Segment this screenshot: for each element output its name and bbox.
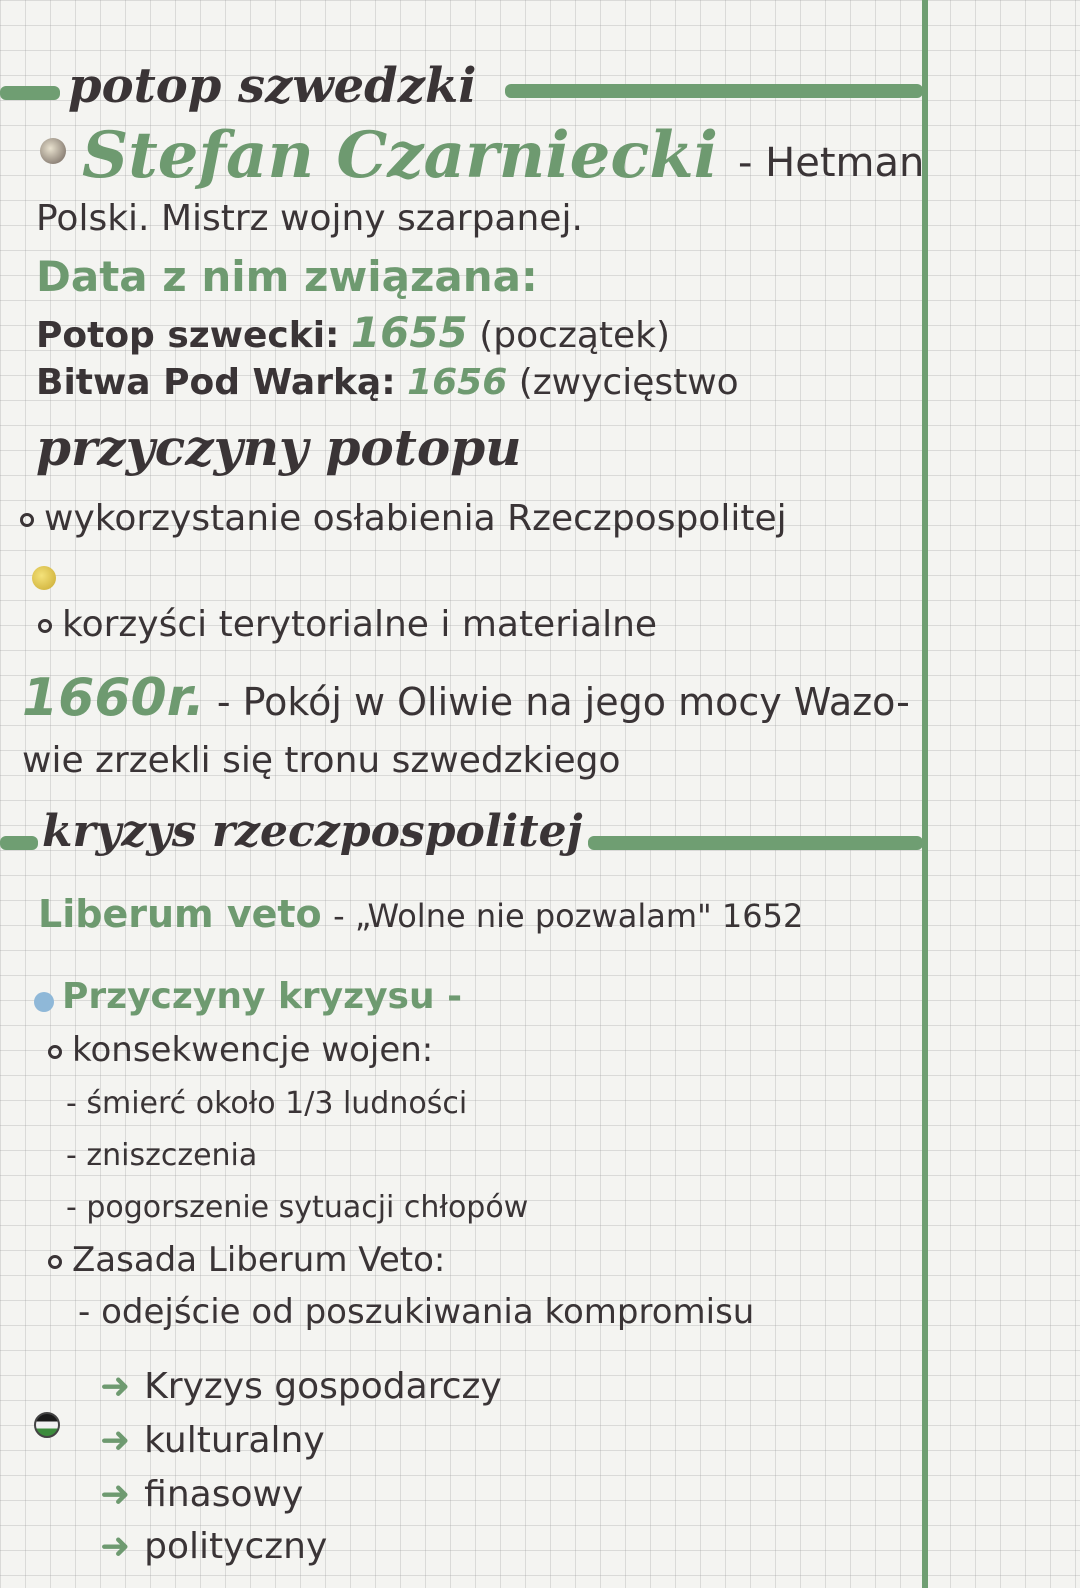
crisis-item xyxy=(100,1366,502,1407)
crisis-text: finasowy xyxy=(144,1474,304,1515)
highlight-bar xyxy=(0,836,38,850)
margin-line xyxy=(922,0,928,1588)
bullet-dot-icon xyxy=(48,1045,62,1059)
crisis-text: polityczny xyxy=(144,1526,328,1567)
bullet-sticker-icon xyxy=(40,138,66,164)
emoji-sticker-icon xyxy=(32,566,56,590)
conseq-item: - zniszczenia xyxy=(66,1138,258,1173)
date1-value: 1655 xyxy=(350,308,468,357)
liberum-desc: - „Wolne nie pozwalam" 1652 xyxy=(333,897,804,935)
conseq-item: - pogorszenie sytuacji chłopów xyxy=(66,1190,529,1225)
date1-note: (początek) xyxy=(479,315,671,356)
rule-heading-row xyxy=(48,1240,445,1280)
arrow-icon: ➜ xyxy=(100,1526,131,1567)
dates-heading: Data z nim związana: xyxy=(36,252,538,301)
crisis-item xyxy=(100,1474,303,1515)
flag-sticker-icon xyxy=(34,1412,60,1438)
cause-item-1 xyxy=(20,498,787,539)
date2-note: (zwycięstwo xyxy=(518,362,739,403)
date-row-1 xyxy=(36,308,670,357)
date2-value: 1656 xyxy=(407,362,508,403)
peace-line-2: wie zrzekli się tronu szwedzkiego xyxy=(22,740,621,781)
crisis-item xyxy=(100,1526,327,1567)
rule-heading: Zasada Liberum Veto: xyxy=(72,1240,446,1280)
bullet-dot-icon xyxy=(20,513,34,527)
person-description: Polski. Mistrz wojny szarpanej. xyxy=(36,198,583,239)
section-heading-kryzys: kryzys rzeczpospolitej xyxy=(42,806,583,857)
peace-year: 1660r. xyxy=(22,668,205,728)
date-row-2 xyxy=(36,362,739,403)
liberum-label: Liberum veto xyxy=(38,892,322,936)
rule-item: - odejście od poszukiwania kompromisu xyxy=(78,1292,755,1332)
causes-heading: przyczyny potopu xyxy=(36,418,522,477)
date2-label: Bitwa Pod Warką: xyxy=(36,362,396,403)
liberum-row xyxy=(38,892,803,936)
person-name: Stefan Czarniecki xyxy=(82,118,718,193)
arrow-icon: ➜ xyxy=(100,1366,131,1407)
cause-item-2 xyxy=(38,604,657,645)
section-heading-potop: potop szwedzki xyxy=(68,58,477,114)
person-title: - Hetman xyxy=(738,140,925,186)
peace-line-1: - Pokój w Oliwie na jego mocy Wazo- xyxy=(216,680,910,724)
highlight-bar xyxy=(505,84,923,98)
peace-row xyxy=(22,668,910,728)
bullet-dot-icon xyxy=(38,619,52,633)
crisis-text: kulturalny xyxy=(144,1420,325,1461)
date1-label: Potop szwecki: xyxy=(36,315,340,356)
cause-text-1: wykorzystanie osłabienia Rzeczpospolitej xyxy=(44,498,787,539)
highlight-bar xyxy=(0,86,60,100)
crisis-text: Kryzys gospodarczy xyxy=(144,1366,502,1407)
blue-dot-icon xyxy=(34,992,54,1012)
conseq-heading-row xyxy=(48,1030,433,1070)
cause-text-2: korzyści terytorialne i materialne xyxy=(62,604,658,645)
conseq-item: - śmierć około 1/3 ludności xyxy=(66,1086,468,1121)
crisis-causes-heading: Przyczyny kryzysu - xyxy=(62,976,463,1017)
arrow-icon: ➜ xyxy=(100,1420,131,1461)
crisis-item xyxy=(100,1420,325,1461)
arrow-icon: ➜ xyxy=(100,1474,131,1515)
highlight-bar xyxy=(588,836,923,850)
bullet-dot-icon xyxy=(48,1255,62,1269)
conseq-heading: konsekwencje wojen: xyxy=(72,1030,434,1070)
